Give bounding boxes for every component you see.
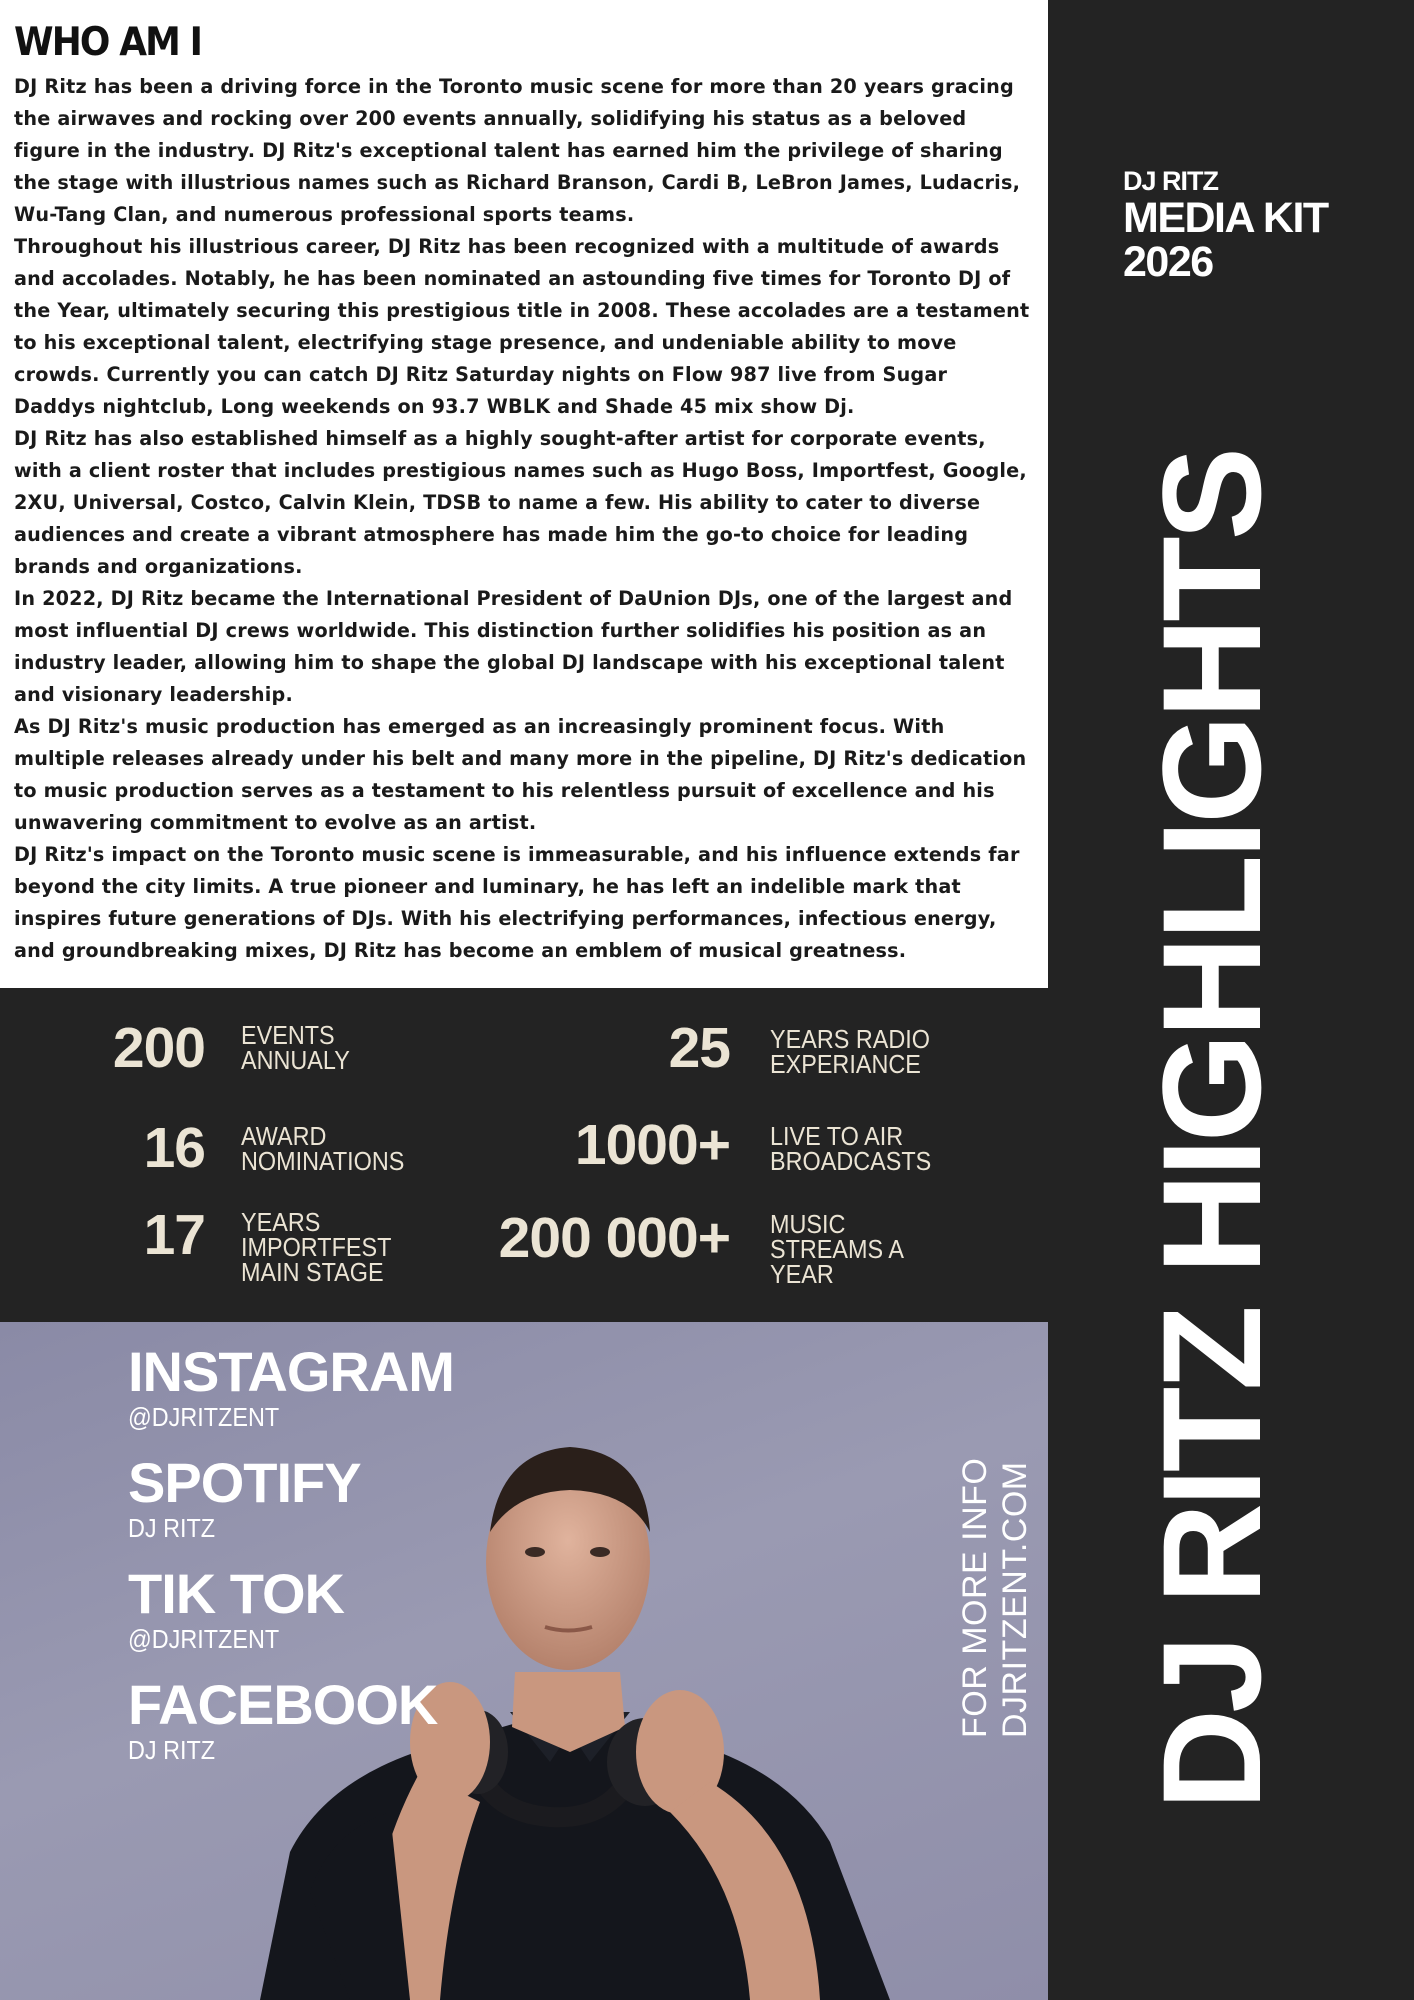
more-info-label: FOR MORE INFO [956, 1457, 994, 1738]
stat-value: 1000+ [574, 1113, 730, 1177]
social-platform-facebook: FACEBOOK [128, 1673, 438, 1736]
media-kit-title [1123, 166, 1328, 284]
about-paragraph: In 2022, DJ Ritz became the International President of DaUnion DJs, one of the largest and most influential DJ crews worldwide. This distinction further solidifies his position as an industry leader, allowing him to shape the global DJ landscape with his exceptional talent and visionary leadership. [14, 587, 1013, 706]
social-handle-instagram[interactable]: @DJRITZENT [128, 1402, 280, 1432]
stat-label: MUSIC STREAMS A YEAR [770, 1209, 904, 1289]
social-handle-spotify[interactable]: DJ RITZ [128, 1513, 216, 1543]
media-kit-year: 2026 [1123, 238, 1213, 286]
about-paragraph: As DJ Ritz's music production has emerged as an increasingly prominent focus. With multiple releases already under his belt and many more in the pipeline, DJ Ritz's dedication to music production serves as a testament to his relentless pursuit of excellence and his unwavering commitment to evolve as an artist. [14, 715, 1027, 834]
media-kit-line1: MEDIA KIT [1123, 194, 1328, 242]
about-paragraph: DJ Ritz has also established himself as a highly sought-after artist for corporate events, with a client roster that includes prestigious names such as Hugo Boss, Importfest, Google, 2XU, Universal, Costco, Calvin Klein, TDSB to name a few. His ability to cater to diverse audiences and create a vibrant atmosphere has made him the go-to choice for leading brands and organizations. [14, 427, 1027, 578]
stat-value: 25 [668, 1016, 730, 1080]
social-handle-tiktok[interactable]: @DJRITZENT [128, 1624, 280, 1654]
stat-label: AWARD NOMINATIONS [241, 1121, 405, 1176]
social-platform-instagram: INSTAGRAM [128, 1340, 454, 1403]
stat-label: YEARS RADIO EXPERIANCE [770, 1024, 930, 1079]
highlights-vertical-title: DJ RITZ HIGHLIGHTS [1133, 450, 1290, 1810]
about-paragraph: DJ Ritz's impact on the Toronto music scene is immeasurable, and his influence extends far beyond the city limits. A true pioneer and luminary, he has left an indelible mark that inspires future generations of DJs. With his electrifying performances, infectious energy, and groundbreaking mixes, DJ Ritz has become an emblem of musical greatness. [14, 843, 1020, 962]
stat-label: YEARS IMPORTFEST MAIN STAGE [241, 1207, 392, 1287]
stat-value: 200 000+ [498, 1206, 730, 1270]
stat-value: 200 [112, 1016, 205, 1080]
social-handle-facebook[interactable]: DJ RITZ [128, 1735, 216, 1765]
more-info-block [955, 1457, 1035, 1738]
about-heading: WHO AM I [14, 20, 202, 65]
stat-label: EVENTS ANNUALY [241, 1020, 350, 1075]
media-kit-name: DJ RITZ [1123, 166, 1219, 196]
about-paragraph: Throughout his illustrious career, DJ Ritz has been recognized with a multitude of awards and accolades. Notably, he has been nominated an astounding five times for Toronto DJ of the Year, ultimately securing this prestigious title in 2008. These accolades are a testament to his exceptional talent, electrifying stage presence, and undeniable ability to move crowds. Currently you can catch DJ Ritz Saturday nights on Flow 987 live from Sugar Daddys nightclub, Long weekends on 93.7 WBLK and Shade 45 mix show Dj. [14, 235, 1030, 418]
social-platform-tiktok: TIK TOK [128, 1562, 344, 1625]
website-link[interactable]: DJRITZENT.COM [996, 1461, 1034, 1738]
social-section [0, 1322, 1048, 2000]
social-platform-spotify: SPOTIFY [128, 1451, 361, 1514]
stat-value: 16 [143, 1116, 205, 1180]
about-section [0, 0, 1048, 988]
stat-label: LIVE TO AIR BROADCASTS [770, 1121, 932, 1176]
stat-value: 17 [143, 1203, 205, 1267]
about-paragraph: DJ Ritz has been a driving force in the Toronto music scene for more than 20 years gracing the airwaves and rocking over 200 events annually, solidifying his status as a beloved figure in the industry. DJ Ritz's exceptional talent has earned him the privilege of sharing the stage with illustrious names such as Richard Branson, Cardi B, LeBron James, Ludacris, Wu-Tang Clan, and numerous professional sports teams. [14, 75, 1021, 226]
